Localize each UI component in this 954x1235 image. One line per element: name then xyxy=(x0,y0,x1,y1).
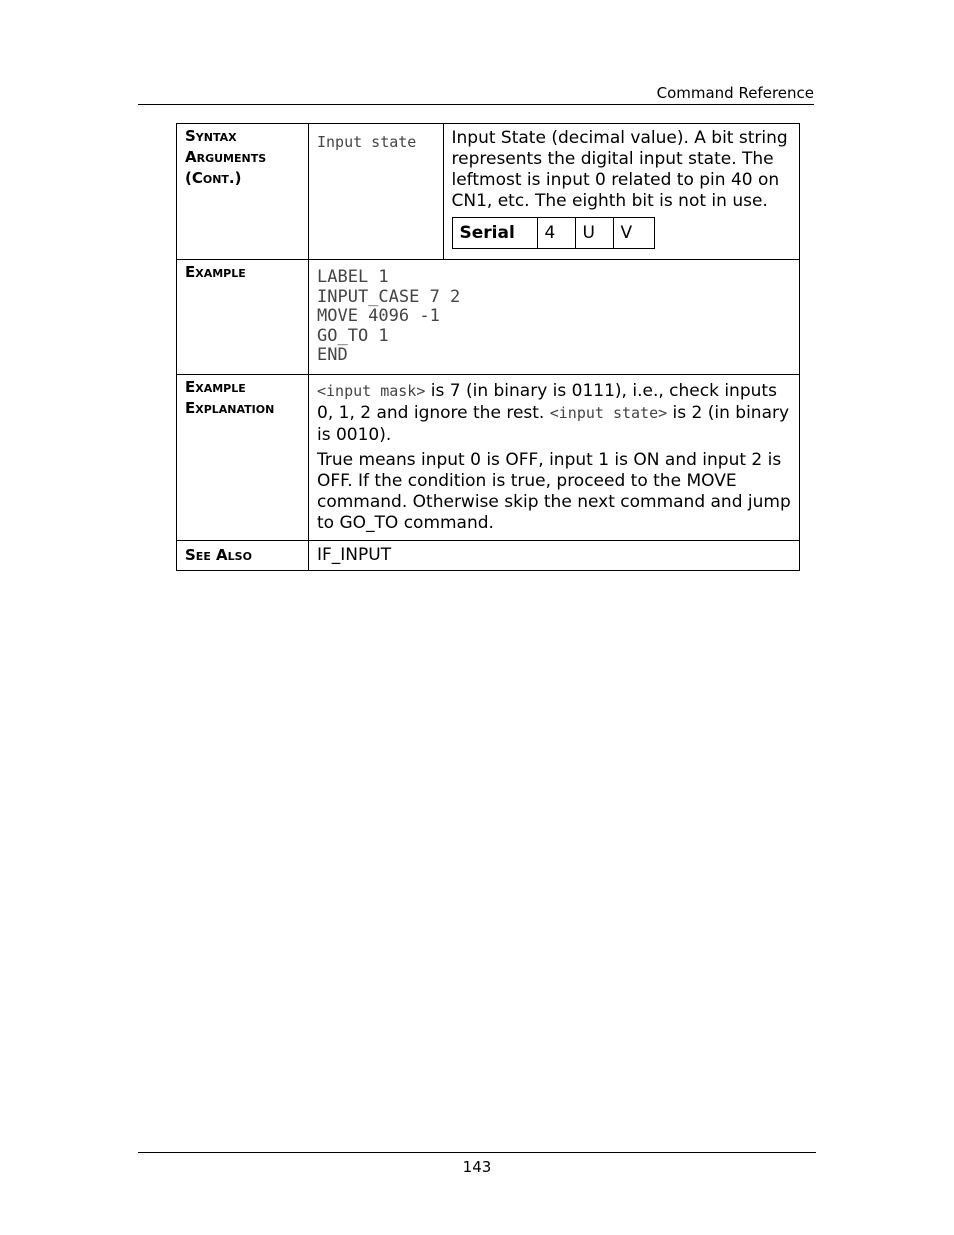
example-code-block xyxy=(309,260,800,375)
code-input-mask: <input mask> xyxy=(317,381,426,400)
args-subtable xyxy=(309,124,799,259)
label-arguments: Arguments xyxy=(185,148,267,166)
label-cont: (Cont.) xyxy=(185,169,242,187)
arg-description-cell xyxy=(443,124,799,259)
code-line: INPUT_CASE 7 2 xyxy=(317,286,461,307)
explanation-text-2: is 2 (in binary is 0010). xyxy=(317,402,790,445)
header-title: Command Reference xyxy=(656,84,814,102)
label-example-2: Example xyxy=(185,377,246,396)
explanation-text xyxy=(309,374,800,540)
command-table xyxy=(176,123,800,571)
label-syntax: Syntax xyxy=(185,127,237,145)
code-line: GO_TO 1 xyxy=(317,325,389,346)
row-explanation xyxy=(177,374,800,540)
row-example xyxy=(177,260,800,375)
page-footer xyxy=(138,1152,816,1176)
syntax-args-cell xyxy=(309,124,800,260)
code-line: LABEL 1 xyxy=(317,267,389,287)
label-example: Example xyxy=(177,260,309,375)
label-see-also: See Also xyxy=(177,540,309,570)
explanation-paragraph-2: True means input 0 is OFF, input 1 is ON and input 2 is OFF. If the condition is true, proceed to the MOVE command. Otherwise skip the next command and jump to GO_TO command. xyxy=(317,449,791,533)
label-syntax-arguments xyxy=(177,124,309,260)
code-input-state: <input state> xyxy=(549,403,668,422)
page-number: 143 xyxy=(462,1158,492,1176)
serial-label: Serial xyxy=(452,218,537,249)
explanation-paragraph-1 xyxy=(317,380,791,446)
serial-table xyxy=(452,217,655,249)
code-line: MOVE 4096 -1 xyxy=(317,306,440,327)
label-example-explanation xyxy=(177,374,309,540)
arg-description: Input State (decimal value). A bit string represents the digital input state. The leftmost is input 0 related to pin 40 on CN1, etc. The eighth bit is not in use. xyxy=(451,128,788,211)
arg-name: Input state xyxy=(309,124,443,259)
row-syntax-arguments xyxy=(177,124,800,260)
see-also-link: IF_INPUT xyxy=(309,540,800,570)
code-line: END xyxy=(317,345,348,366)
explanation-text-1: is 7 (in binary is 0111), i.e., check inputs 0, 1, 2 and ignore the rest. xyxy=(317,380,777,423)
serial-col-v: V xyxy=(613,218,654,249)
label-explanation: Explanation xyxy=(185,398,275,417)
page-header xyxy=(138,84,814,105)
serial-col-u: U xyxy=(575,218,613,249)
row-see-also xyxy=(177,540,800,570)
serial-col-4: 4 xyxy=(537,218,575,249)
